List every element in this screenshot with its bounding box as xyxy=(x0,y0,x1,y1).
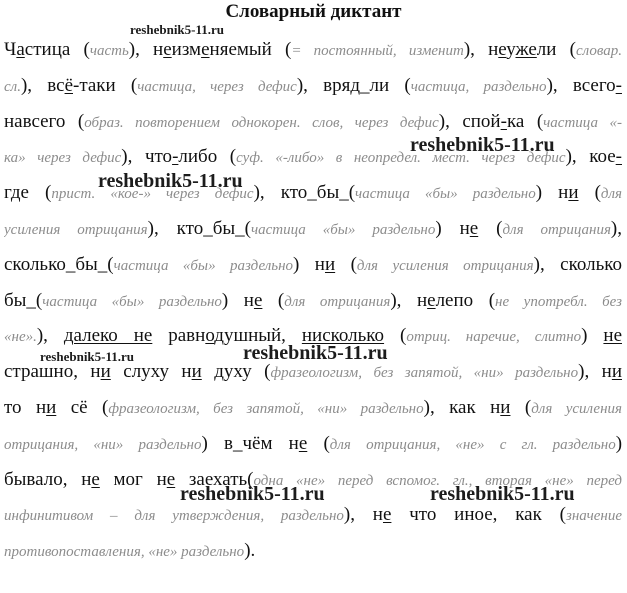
text-fragment: ), н xyxy=(343,504,383,526)
text-fragment: сколько_бы_( xyxy=(4,253,114,275)
text-fragment: ( xyxy=(335,253,357,275)
watermark: reshebnik5-11.ru xyxy=(180,483,325,505)
explanation-note: для xyxy=(600,186,622,203)
underlined-spelling: же xyxy=(515,39,537,60)
explanation-note: для усиления отрицания xyxy=(356,257,534,274)
explanation-note: фразеологизм, без запятой, «ни» раздельно xyxy=(108,400,424,417)
explanation-note: частица «бы» раздельно xyxy=(250,221,436,238)
text-fragment: слуху н xyxy=(110,361,192,383)
underlined-spelling: - xyxy=(615,146,622,168)
underlined-spelling: а xyxy=(16,39,25,60)
explanation-note: словар. xyxy=(575,43,622,59)
text-fragment: ), спой xyxy=(438,110,501,132)
text-fragment: ) н xyxy=(435,217,470,239)
underlined-spelling: и xyxy=(191,361,202,383)
text-fragment: лепо ( xyxy=(435,289,496,311)
watermark: reshebnik5-11.ru xyxy=(430,483,575,505)
text-fragment: ), вс xyxy=(20,74,65,96)
text-fragment: ). xyxy=(244,540,256,562)
underlined-spelling: е xyxy=(427,289,436,311)
text-fragment: духу ( xyxy=(201,361,271,383)
text-line xyxy=(4,426,622,462)
underlined-spelling: е xyxy=(298,432,308,454)
underlined-spelling: е xyxy=(163,39,172,60)
text-fragment: ), xyxy=(36,325,64,347)
explanation-note: частица «- xyxy=(543,114,622,131)
explanation-note: для усиления xyxy=(531,400,622,417)
explanation-note: частица «бы» раздельно xyxy=(113,257,294,274)
text-fragment: ( xyxy=(510,396,532,418)
text-fragment: бы_( xyxy=(4,289,43,311)
text-fragment: навсего ( xyxy=(4,110,85,132)
text-fragment: либо ( xyxy=(178,146,237,168)
underlined-spelling: и xyxy=(500,396,511,418)
explanation-note: отриц. наречие, слитно xyxy=(406,329,582,346)
underlined-spelling: далеко не xyxy=(63,325,153,347)
underlined-spelling: е xyxy=(166,468,176,490)
text-fragment: страшно, н xyxy=(4,361,101,383)
text-fragment: душный, xyxy=(214,325,302,347)
explanation-note: инфинитивом – для утверждения, раздельно xyxy=(4,508,344,525)
explanation-note: ка» через дефис xyxy=(4,150,122,167)
underlined-spelling: е xyxy=(91,468,100,490)
text-fragment: мог н xyxy=(99,468,167,490)
explanation-note: частица, раздельно xyxy=(410,78,547,95)
underlined-spelling: е xyxy=(201,39,210,60)
underlined-spelling: е xyxy=(382,504,392,526)
explanation-note: частица «бы» раздельно xyxy=(355,186,536,203)
text-fragment: бывало, н xyxy=(4,468,92,490)
text-fragment: ( xyxy=(307,432,330,454)
text-fragment: ) н xyxy=(293,253,325,275)
text-fragment: равн xyxy=(152,325,206,347)
text-fragment: ) xyxy=(581,325,604,347)
text-fragment: ), кто_бы_( xyxy=(253,182,356,204)
explanation-note: усиления отрицания xyxy=(4,221,148,238)
explanation-note: противопоставления, «не» раздельно xyxy=(4,544,245,561)
text-fragment: ), кое xyxy=(565,146,616,168)
text-fragment: ), н xyxy=(463,39,499,60)
explanation-note: отрицания, «ни» раздельно xyxy=(4,436,202,453)
text-line xyxy=(4,175,622,211)
explanation-note: частица «бы» раздельно xyxy=(42,293,222,310)
underlined-spelling: - xyxy=(500,110,507,132)
underlined-spelling: и xyxy=(611,361,622,383)
underlined-spelling: - xyxy=(172,146,179,168)
explanation-note: прист. «кое-» через дефис xyxy=(51,186,254,203)
text-fragment: ), н xyxy=(578,361,612,383)
text-line xyxy=(4,283,622,319)
text-fragment: ), вряд_ли ( xyxy=(296,74,411,96)
text-fragment: ), сколько xyxy=(533,253,622,275)
watermark: reshebnik5-11.ru xyxy=(98,170,243,192)
text-fragment: сё ( xyxy=(56,396,109,418)
watermark: reshebnik5-11.ru xyxy=(410,134,555,156)
underlined-spelling: и xyxy=(324,253,336,275)
explanation-note: сл. xyxy=(4,78,21,95)
explanation-note: = постоянный, изменит xyxy=(291,43,464,59)
text-line xyxy=(4,533,622,569)
text-fragment: ), кто_бы_( xyxy=(147,217,251,239)
explanation-note: для отрицания xyxy=(284,293,391,310)
text-fragment: ( xyxy=(262,289,285,311)
page-title: Словарный диктант xyxy=(225,1,402,22)
text-line xyxy=(4,390,622,426)
text-fragment: ), всего xyxy=(546,74,616,96)
text-fragment: что иное, как ( xyxy=(391,504,566,526)
explanation-note: «не». xyxy=(4,329,37,346)
explanation-note: образ. повторением однокорен. слов, через дефис xyxy=(84,114,439,131)
explanation-note: значение xyxy=(566,508,622,525)
text-fragment: где ( xyxy=(4,182,52,204)
text-fragment: ), что xyxy=(121,146,173,168)
underlined-spelling: и xyxy=(568,182,579,204)
underlined-spelling: е xyxy=(498,39,507,60)
underlined-spelling: - xyxy=(615,74,622,96)
text-line xyxy=(4,32,622,68)
underlined-spelling: о xyxy=(205,325,215,347)
text-fragment: ) в_чём н xyxy=(201,432,299,454)
text-fragment: ) н xyxy=(221,289,254,311)
text-fragment: ), н xyxy=(390,289,428,311)
underlined-spelling: и xyxy=(46,396,57,418)
text-fragment: ( xyxy=(578,182,601,204)
text-fragment: -таки ( xyxy=(73,74,138,96)
text-fragment: то н xyxy=(4,396,47,418)
text-line xyxy=(4,68,622,104)
underlined-spelling: нисколько xyxy=(301,325,385,347)
watermark: reshebnik5-11.ru xyxy=(243,342,388,364)
text-line xyxy=(4,247,622,283)
underlined-spelling: е xyxy=(469,217,479,239)
text-fragment: ) xyxy=(615,432,622,454)
text-fragment: ( xyxy=(384,325,407,347)
explanation-note: не употребл. без xyxy=(495,293,622,310)
explanation-note: для отрицания, «не» с гл. раздельно xyxy=(329,436,616,453)
text-fragment: стица ( xyxy=(24,39,90,60)
text-fragment: ), как н xyxy=(423,396,501,418)
text-fragment: Ч xyxy=(4,39,17,60)
text-fragment: ка ( xyxy=(506,110,544,132)
text-fragment: ) н xyxy=(535,182,569,204)
text-fragment: у xyxy=(506,39,516,60)
text-fragment: ( xyxy=(478,217,503,239)
text-line xyxy=(4,211,622,247)
text-fragment: няемый ( xyxy=(209,39,292,60)
explanation-note: частица, через дефис xyxy=(137,78,297,95)
text-fragment: ), xyxy=(610,217,622,239)
explanation-note: фразеологизм, без запятой, «ни» раздельно xyxy=(270,365,579,382)
text-fragment: заехать( xyxy=(175,468,254,490)
explanation-note: часть xyxy=(89,43,129,59)
underlined-spelling: и xyxy=(100,361,111,383)
underlined-spelling: е xyxy=(253,289,263,311)
explanation-note: суф. «-либо» в неопредел. мест. через дефис xyxy=(236,150,566,167)
explanation-note: одна «не» перед вспомог. гл., вторая «не» перед xyxy=(253,472,622,489)
underlined-spelling: ё xyxy=(64,74,73,96)
watermark: reshebnik5-11.ru xyxy=(40,349,135,364)
underlined-spelling: не xyxy=(603,325,622,347)
text-fragment: ли ( xyxy=(536,39,576,60)
explanation-note: для отрицания xyxy=(502,221,611,238)
text-fragment: изм xyxy=(171,39,202,60)
text-fragment: ), н xyxy=(128,39,164,60)
watermark: reshebnik5-11.ru xyxy=(130,22,225,37)
